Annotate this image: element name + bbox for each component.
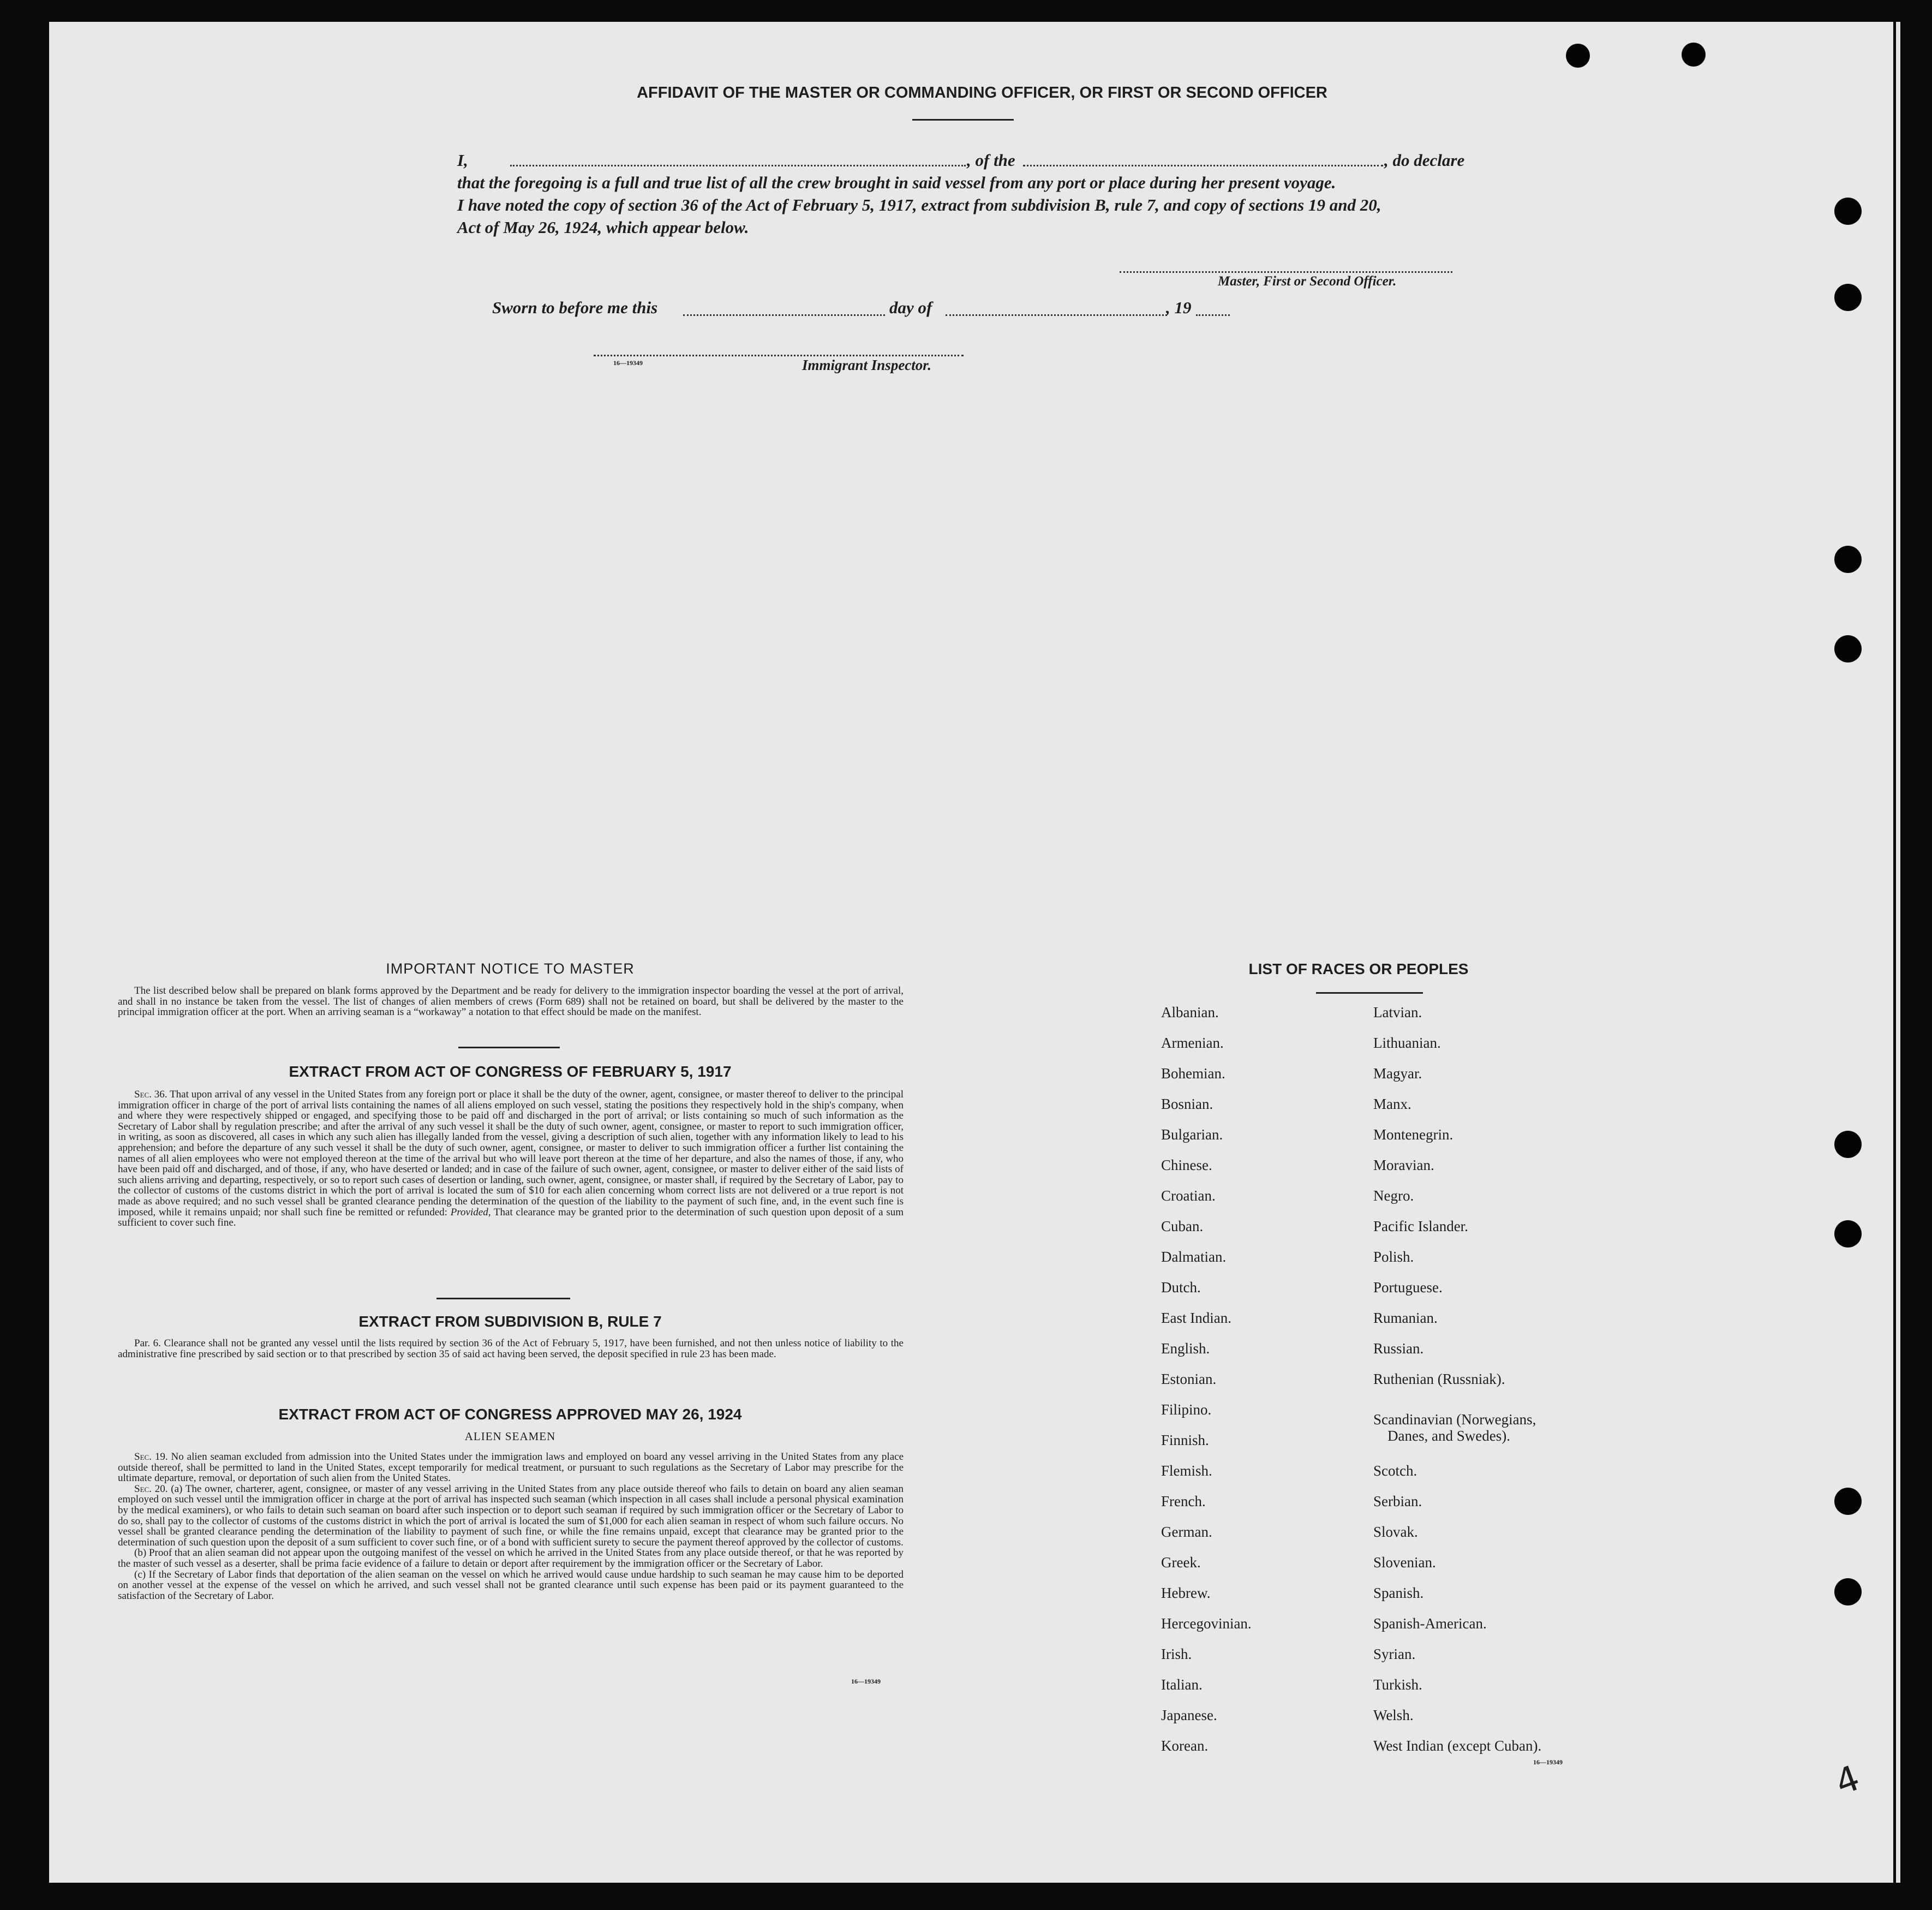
- race-item: Pacific Islander.: [1373, 1218, 1468, 1234]
- day-of-label: day of: [889, 298, 932, 317]
- race-item: Irish.: [1161, 1646, 1192, 1662]
- race-item: Japanese.: [1161, 1707, 1217, 1723]
- affidavit-line-2: that the foregoing is a full and true list of all the crew brought in said vessel from any port or place during her present voyage.: [457, 173, 1336, 192]
- master-signature-field[interactable]: [1120, 271, 1452, 273]
- page-edge: [1896, 22, 1900, 1883]
- race-item: Italian.: [1161, 1676, 1203, 1693]
- race-item: Croatian.: [1161, 1187, 1216, 1204]
- race-item: Korean.: [1161, 1738, 1209, 1754]
- binder-hole: [1834, 546, 1862, 573]
- binder-hole: [1566, 44, 1590, 68]
- race-item: Bohemian.: [1161, 1065, 1225, 1082]
- race-item: Serbian.: [1373, 1493, 1422, 1509]
- vessel-name-field[interactable]: [1023, 165, 1383, 166]
- binder-hole: [1834, 1488, 1862, 1515]
- race-item: Armenian.: [1161, 1035, 1224, 1051]
- race-item: Russian.: [1373, 1340, 1424, 1357]
- race-item: Montenegrin.: [1373, 1126, 1454, 1143]
- sworn-label: Sworn to before me this: [492, 298, 658, 317]
- race-item: Polish.: [1373, 1249, 1414, 1265]
- provided-text: That clearance may be granted prior to the determination of such question upon deposit of a sum sufficient to cover such fine.: [118, 1206, 904, 1229]
- declarant-name-field[interactable]: [510, 165, 966, 166]
- races-title-rule: [1316, 992, 1423, 994]
- binder-hole: [1834, 198, 1862, 225]
- extract-1917-body: [118, 1089, 904, 1228]
- race-item: Hebrew.: [1161, 1585, 1211, 1601]
- extract-1924-title: EXTRACT FROM ACT OF CONGRESS APPROVED MAY 26, 1924: [278, 1406, 742, 1423]
- inspector-label: Immigrant Inspector.: [802, 357, 932, 373]
- section-19-label: Sec. 19.: [134, 1451, 168, 1463]
- affidavit-line-4: Act of May 26, 1924, which appear below.: [457, 218, 749, 237]
- notice-title: IMPORTANT NOTICE TO MASTER: [386, 960, 635, 977]
- binder-hole: [1682, 43, 1706, 67]
- binder-hole: [1834, 284, 1862, 311]
- race-item: Greek.: [1161, 1554, 1201, 1571]
- race-item: Estonian.: [1161, 1371, 1217, 1387]
- affidavit-title: AFFIDAVIT OF THE MASTER OR COMMANDING OFFICER, OR FIRST OR SECOND OFFICER: [637, 84, 1327, 102]
- year-label: , 19: [1166, 298, 1192, 317]
- race-item: Hercegovinian.: [1161, 1615, 1252, 1632]
- race-item: Danes, and Swedes).: [1387, 1428, 1510, 1444]
- section-rule: [458, 1047, 560, 1048]
- sworn-month-field[interactable]: [946, 314, 1167, 316]
- race-item: Flemish.: [1161, 1463, 1212, 1479]
- race-item: Rumanian.: [1373, 1310, 1438, 1326]
- section-36-label: Sec. 36.: [134, 1089, 168, 1100]
- document-page: [49, 22, 1893, 1883]
- inspector-signature-field[interactable]: [594, 355, 964, 356]
- race-item: East Indian.: [1161, 1310, 1231, 1326]
- notice-body: [118, 986, 904, 1018]
- race-item: West Indian (except Cuban).: [1373, 1738, 1542, 1754]
- race-item: English.: [1161, 1340, 1210, 1357]
- section-20-label: Sec. 20.: [134, 1483, 168, 1495]
- race-item: Syrian.: [1373, 1646, 1416, 1662]
- affidavit-line-3: I have noted the copy of section 36 of the Act of February 5, 1917, extract from subdivision B, rule 7, and copy of sections 19 and 20,: [457, 195, 1381, 214]
- race-item: French.: [1161, 1493, 1206, 1509]
- races-title: LIST OF RACES OR PEOPLES: [1248, 960, 1469, 977]
- affidavit-line-1: [457, 151, 468, 170]
- race-item: Negro.: [1373, 1187, 1414, 1204]
- extract-1924-body: [118, 1452, 904, 1601]
- race-item: Turkish.: [1373, 1676, 1422, 1693]
- provided-label: Provided,: [450, 1206, 491, 1218]
- binder-hole: [1834, 1220, 1862, 1248]
- race-item: Dutch.: [1161, 1279, 1201, 1296]
- of-the-label: , of the: [967, 151, 1015, 170]
- notice-text: The list described below shall be prepared on blank forms approved by the Department and be ready for delivery to the immigration inspector boarding the vessel at the port of arrival, and shall in no instance be taken from the vessel. The list of changes of alien members of crews (Form 689) shall not be retained on board, but shall be delivered by the master to the principal immigration officer at the port. When an arriving seaman is a “workaway” a notation to that effect should be made on the manifest.: [118, 985, 904, 1018]
- section-20b-text: (b) Proof that an alien seaman did not appear upon the outgoing manifest of the vessel on which he arrived in the United States from any place outside thereof, or that he was reported by the master of such vessel as a deserter, shall be prima facie evidence of a failure to detain or deport after requirement by the immigration officer or the Secretary of Labor.: [118, 1547, 904, 1569]
- section-20c-text: (c) If the Secretary of Labor finds that deportation of the alien seaman on the vessel on which he arrived would cause undue hardship to such seaman he may cause him to be deported on another vessel at the expense of the vessel on which he arrived, and such vessel shall not be granted clearance until such expense has been paid or its payment guaranteed to the satisfaction of the Secretary of Labor.: [118, 1568, 904, 1602]
- race-item: Dalmatian.: [1161, 1249, 1227, 1265]
- master-signature-label: Master, First or Second Officer.: [1218, 274, 1397, 289]
- race-item: Portuguese.: [1373, 1279, 1443, 1296]
- form-number: 16—19349: [851, 1678, 881, 1685]
- rule-7-title: EXTRACT FROM SUBDIVISION B, RULE 7: [358, 1313, 662, 1330]
- race-item: Latvian.: [1373, 1004, 1422, 1020]
- race-item: Moravian.: [1373, 1157, 1434, 1173]
- race-item: Scotch.: [1373, 1463, 1417, 1479]
- race-item: German.: [1161, 1524, 1212, 1540]
- binder-hole: [1834, 635, 1862, 662]
- binder-hole: [1834, 1578, 1862, 1605]
- race-item: Chinese.: [1161, 1157, 1212, 1173]
- do-declare-label: , do declare: [1384, 151, 1465, 170]
- form-number: 16—19349: [613, 359, 643, 367]
- race-item: Albanian.: [1161, 1004, 1219, 1020]
- form-number: 16—19349: [1533, 1758, 1563, 1766]
- race-item: Welsh.: [1373, 1707, 1414, 1723]
- race-item: Slovenian.: [1373, 1554, 1436, 1571]
- sworn-day-field[interactable]: [683, 314, 885, 316]
- race-item: Finnish.: [1161, 1432, 1209, 1448]
- race-item: Spanish-American.: [1373, 1615, 1487, 1632]
- rule-7-text: Par. 6. Clearance shall not be granted any vessel until the lists required by section 36 of the Act of February 5, 1917, have been furnished, and not then unless notice of liability to the administrative fine prescribed by said section or to that prescribed by section 35 of said act having been served, the deposit specified in rule 23 has been made.: [118, 1338, 904, 1360]
- race-item: Magyar.: [1373, 1065, 1422, 1082]
- sworn-year-field[interactable]: [1196, 314, 1230, 316]
- declarant-label: I,: [457, 151, 468, 170]
- binder-hole: [1834, 1131, 1862, 1158]
- title-rule: [912, 119, 1014, 121]
- race-item: Bosnian.: [1161, 1096, 1213, 1112]
- race-item: Scandinavian (Norwegians,: [1373, 1411, 1536, 1428]
- section-20a-text: (a) The owner, charterer, agent, consignee, or master of any vessel arriving in the United States from any place outside thereof who fails to detain on board any alien seaman employed on such vessel until the immigration officer in charge at the port of arrival has inspected such seaman (which inspection in all cases shall include a personal physical examination by the medical examiners), or who fails to detain such seaman on board after such inspection or to deport such seaman if required by such immigration officer or the Secretary of Labor to do so, shall pay to the collector of customs of the customs district in which the port of arrival is located the sum of $1,000 for each alien seaman in respect of whom such failure occurs. No vessel shall be granted clearance pending the determination of the liability to payment of such fine, or while the fine remains unpaid, except that clearance may be granted prior to the determination of such question upon the deposit of a sum sufficient to cover such fine, or of a bond with sufficient surety to secure the payment thereof approved by the collector of customs.: [118, 1483, 904, 1548]
- race-item: Manx.: [1373, 1096, 1411, 1112]
- race-item: Bulgarian.: [1161, 1126, 1223, 1143]
- race-item: Slovak.: [1373, 1524, 1418, 1540]
- race-item: Spanish.: [1373, 1585, 1424, 1601]
- section-rule: [436, 1298, 570, 1299]
- race-item: Cuban.: [1161, 1218, 1204, 1234]
- handwritten-page-mark: 4: [1830, 1758, 1865, 1804]
- alien-seamen-subtitle: ALIEN SEAMEN: [464, 1430, 556, 1443]
- section-19-text: No alien seaman excluded from admission into the United States under the immigration laws and employed on board any vessel arriving in the United States from any place outside thereof, shall be permitted to land in the United States, except temporarily for medical treatment, or pursuant to such regulations as the Secretary of Labor may prescribe for the ultimate departure, removal, or deportation of such alien from the United States.: [118, 1451, 904, 1484]
- race-item: Filipino.: [1161, 1401, 1212, 1418]
- rule-7-body: [118, 1338, 904, 1359]
- race-item: Lithuanian.: [1373, 1035, 1441, 1051]
- extract-1917-title: EXTRACT FROM ACT OF CONGRESS OF FEBRUARY 5, 1917: [289, 1063, 732, 1080]
- race-item: Ruthenian (Russniak).: [1373, 1371, 1505, 1387]
- section-36-text: That upon arrival of any vessel in the United States from any foreign port or place it shall be the duty of the owner, agent, consignee, or master thereof to deliver to the principal immigration officer in charge of the port of arrival lists containing the names of all aliens employed on such vessel, stating the positions they respectively hold in the ship's company, when and where they were respectively shipped or engaged, and specifying those to be paid off and discharged in the port of arrival; or lists containing so much of such information as the Secretary of Labor shall by regulation prescribe; and after the arrival of any such vessel it shall be the duty of such owner, agent, consignee, or master to report to such immigration officer, in writing, as soon as discovered, all cases in which any such alien has illegally landed from the vessel, giving a description of such alien, together with any information likely to lead to his apprehension; and before the departure of any such vessel it shall be the duty of such owner, agent, consignee, or master to deliver to such immigration officer a further list containing the names of all alien employees who were not employed thereon at the time of the arrival but who will leave port thereon at the time of her departure, and also the names of those, if any, who have been paid off and discharged, and of those, if any, who have deserted or landed; and in case of the failure of such owner, agent, consignee, or master to deliver either of the said lists of such aliens arriving and departing, respectively, or so to report such cases of desertion or landing, such owner, agent, consignee, or master shall, if required by the Secretary of Labor, pay to the collector of customs of the customs district in which the port of arrival is located the sum of $10 for each alien concerning whom correct lists are not delivered or a true report is not made as above required; and no such vessel shall be granted clearance pending the determination of the question of the liability to the payment of such fine, and, in the event such fine is imposed, while it remains unpaid; nor shall such fine be remitted or refunded:: [118, 1089, 904, 1218]
